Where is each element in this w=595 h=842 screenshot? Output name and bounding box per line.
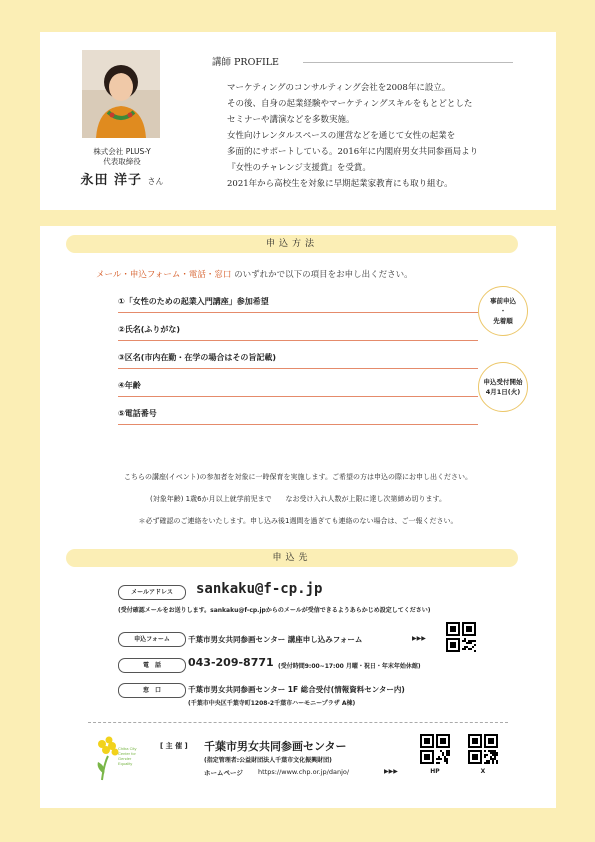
organizer-name: 千葉市男女共同参画センター [204, 740, 347, 753]
form-arrows: ▶▶▶ [412, 635, 426, 642]
form-qr-code[interactable] [446, 622, 476, 652]
bio-line: 女性向けレンタルスペースの運営などを通じて女性の起業を [227, 131, 456, 141]
required-item: ②氏名(ふりがな) [118, 320, 478, 341]
badge-text: 4月1日(火) [485, 388, 521, 396]
bio-line: マーケティングのコンサルティング会社を2008年に設立。 [227, 83, 451, 93]
organizer-label: [ 主 催 ] [160, 742, 188, 750]
window-text: 千葉市男女共同参画センター 1F 総合受付(情報資料センター内) [188, 685, 405, 694]
logo-text: Gender [118, 756, 132, 761]
childcare-line: こちらの講座(イベント)の参加者を対象に一時保育を実施します。ご希望の方は申込の際にお申し出ください。 [124, 473, 472, 481]
start-date-badge [478, 362, 528, 412]
center-logo [92, 734, 140, 782]
badge-text: ・ [499, 307, 507, 315]
method-section-title: 申込方法 [66, 235, 518, 253]
x-qr-label: X [480, 768, 486, 775]
method-lead-highlight: メール・申込フォーム・電話・窓口 [96, 270, 232, 280]
logo-text: Center for [118, 751, 136, 756]
hp-qr-label: HP [430, 768, 440, 775]
bio-line: 多面的にサポートしている。2016年に内閣府男女共同参画局より [227, 147, 479, 157]
bio-line: 2021年から高校生を対象に早期起業家教育にも取り組む。 [227, 179, 453, 189]
required-item: ④年齢 [118, 376, 478, 397]
logo-text: Chiba City [118, 746, 137, 751]
speaker-photo [82, 50, 160, 138]
speaker-name [60, 169, 184, 188]
x-qr-code[interactable] [468, 734, 498, 764]
speaker-bio [227, 80, 478, 192]
speaker-name-text: 永田 洋子 [80, 173, 142, 188]
form-label: 申込フォーム [118, 632, 186, 647]
badge-text: 先着順 [493, 317, 513, 325]
logo-text: Equality [118, 761, 133, 766]
company-name: 株式会社 PLUS-Y [93, 147, 151, 156]
bio-line: 『女性のチャレンジ支援賞』を受賞。 [227, 163, 371, 173]
mail-address[interactable]: sankaku@f-cp.jp [196, 581, 323, 597]
bio-line: その後、自身の起業経験やマーケティングスキルをもとどとした [227, 99, 473, 109]
first-come-badge [478, 286, 528, 336]
required-item: ⑤電話番号 [118, 404, 478, 425]
homepage-url[interactable]: https://www.chp.or.jp/danjo/ [258, 768, 350, 776]
contact-section-title: 申込先 [66, 549, 518, 567]
mail-label: メールアドレス [118, 585, 186, 600]
badge-text: 申込受付開始 [483, 378, 523, 386]
hp-qr-code[interactable] [420, 734, 450, 764]
mail-note: (受付確認メールをお送りします。sankaku@f-cp.jpからのメールが受信できるようあらかじめ設定してください) [118, 607, 431, 614]
method-lead-rest: のいずれかで以下の項目をお申し出ください。 [234, 270, 413, 280]
profile-card [40, 32, 556, 210]
phone-note: (受付時間9:00~17:00 月曜・祝日・年末年始休館) [278, 663, 421, 670]
phone-number[interactable]: 043-209-8771 [188, 656, 274, 669]
profile-divider [303, 62, 513, 63]
badge-text: 事前申込 [490, 297, 516, 305]
childcare-line: (対象年齢) 1歳6か月以上就学前児まで なお受け入れ人数が上限に達し次第締め切ります。 [149, 495, 447, 503]
required-item: ③区名(市内在勤・在学の場合はその旨記載) [118, 348, 478, 369]
form-link[interactable]: 千葉市男女共同参画センター 講座申し込みフォーム [188, 635, 363, 644]
speaker-position: 代表取締役 [103, 157, 141, 166]
speaker-company [60, 147, 184, 167]
method-lead [96, 268, 413, 280]
speaker-honorific: さん [147, 177, 164, 186]
childcare-info [40, 466, 556, 532]
homepage-label: ホームページ [204, 769, 243, 777]
window-address: (千葉市中央区千葉寺町1208-2千葉市ハーモニープラザ A棟) [188, 700, 356, 707]
window-label: 窓 口 [118, 683, 186, 698]
profile-heading: 講師 PROFILE [212, 57, 279, 68]
application-card [40, 226, 556, 808]
required-item: ①「女性のための起業入門講座」参加希望 [118, 292, 478, 313]
phone-label: 電 話 [118, 658, 186, 673]
homepage-arrows: ▶▶▶ [384, 768, 398, 775]
childcare-line: ＊必ず確認のご連絡をいたします。申し込み後1週間を過ぎても連絡のない場合は、ご一報ください。 [138, 517, 458, 525]
bio-line: セミナーや講演などを多数実施。 [227, 115, 355, 125]
divider [88, 722, 508, 723]
organizer-manager: (指定管理者:公益財団法人千葉市文化振興財団) [204, 757, 332, 764]
